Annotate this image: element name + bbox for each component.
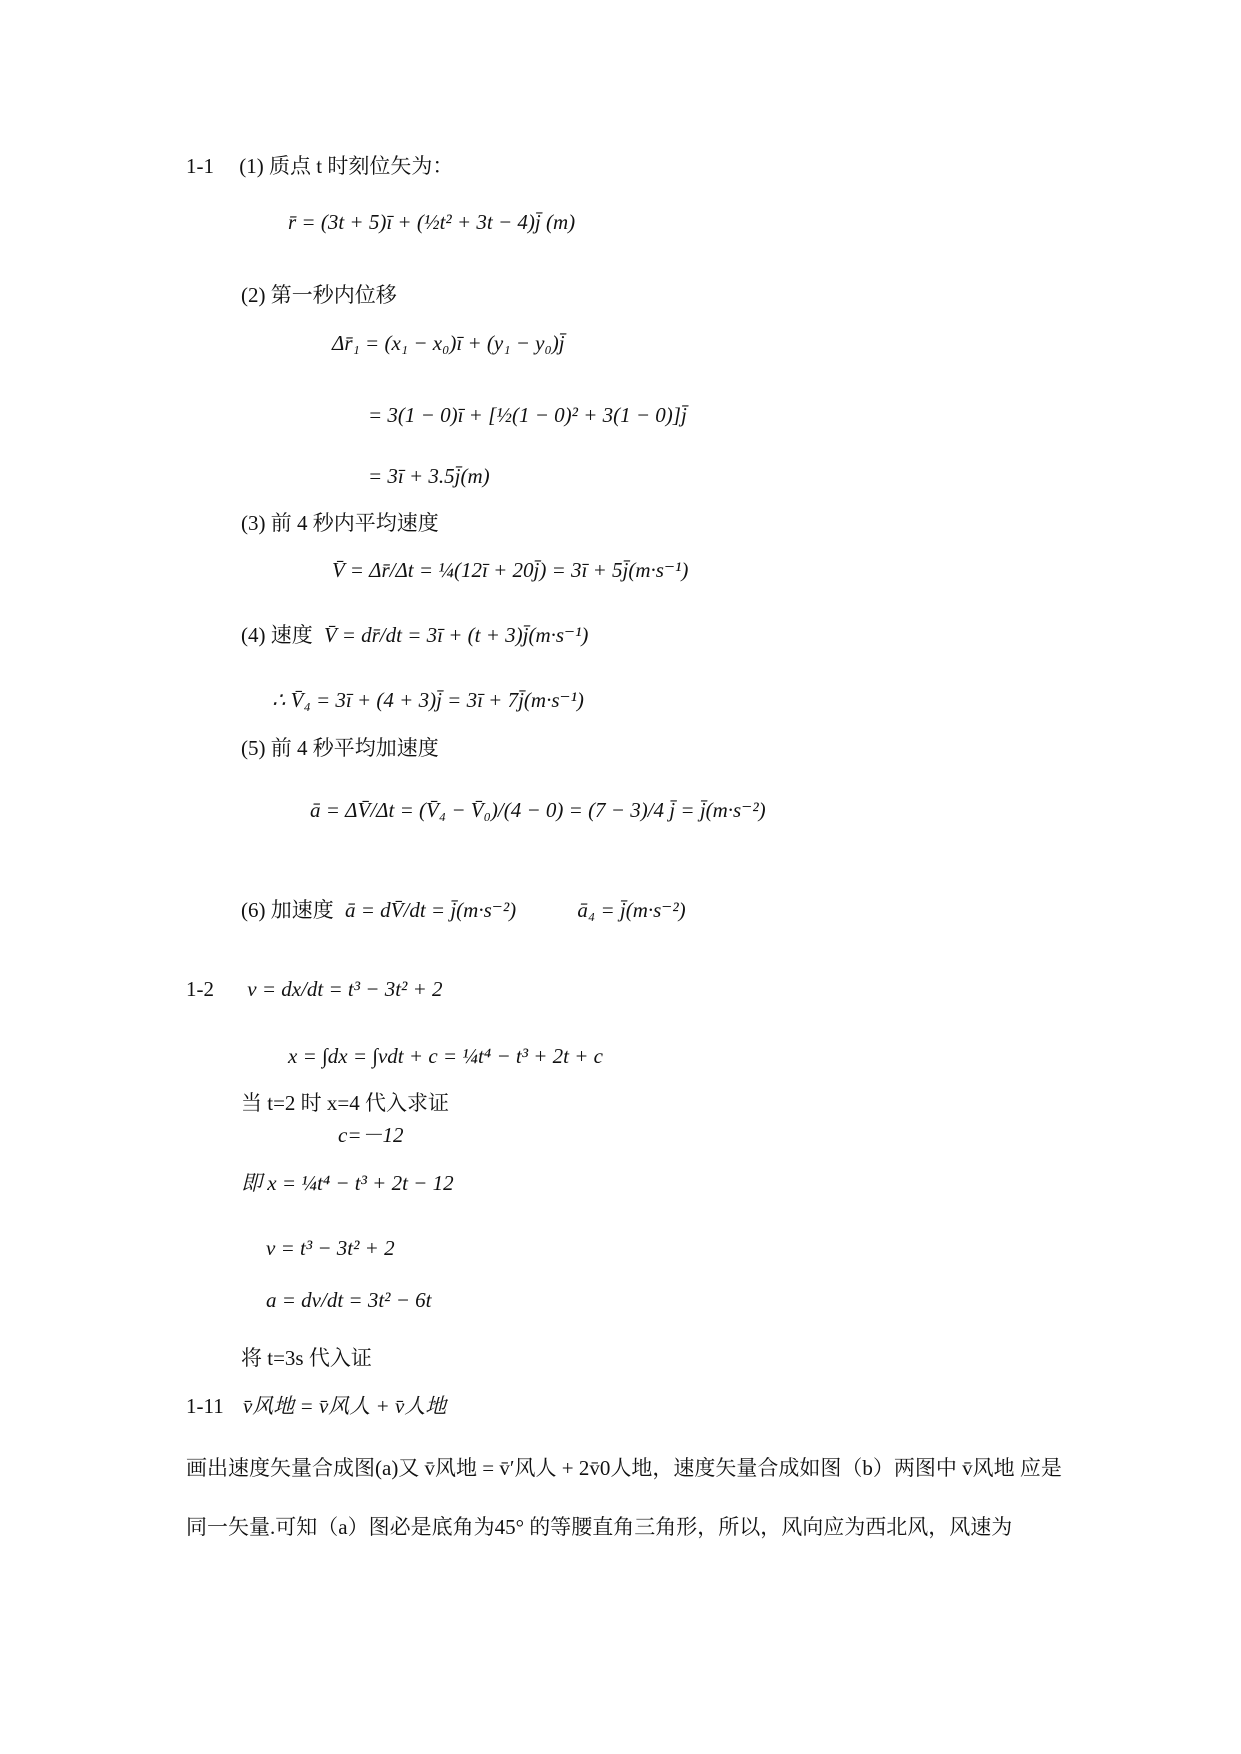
constant-value: c=－12: [338, 1123, 404, 1147]
problem-label: 1-1: [186, 154, 214, 178]
velocity-result-equation: v = t³ − 3t² + 2: [266, 1236, 395, 1260]
problem-1-2-line: [186, 979, 443, 1000]
wind-velocity-equation: v̄风地 = v̄风人 + v̄人地: [242, 1394, 447, 1418]
body-paragraph-line-2: 同一矢量.可知（a）图必是底角为45° 的等腰直角三角形，所以，风向应为西北风，风速为: [186, 1515, 1013, 1539]
displacement-equation-b: = 3(1 − 0)ī + [½(1 − 0)² + 3(1 − 0)]j̄: [368, 403, 687, 427]
part-5-title: (5) 前 4 秒平均加速度: [241, 736, 439, 760]
condition-note: 当 t=2 时 x=4 代入求证: [241, 1091, 450, 1115]
problem-label: 1-11: [186, 1394, 224, 1418]
problem-1-11-line: [186, 1396, 446, 1417]
part-4-title: (4) 速度: [241, 623, 313, 647]
problem-label: 1-2: [186, 977, 214, 1001]
body-paragraph-line-1: 画出速度矢量合成图(a)又 v̄风地 = v̄′风人 + 2v̄0人地，速度矢量合成如图（b）两图中 v̄风地 应是: [186, 1456, 1062, 1480]
part-3-title: (3) 前 4 秒内平均速度: [241, 511, 439, 535]
part-1-title: (1) 质点 t 时刻位矢为：: [239, 154, 454, 178]
velocity-line: [241, 625, 588, 646]
acceleration-line: [241, 900, 686, 921]
problem-1-1-heading: [186, 156, 453, 177]
position-vector-equation: [288, 212, 575, 233]
acceleration-result-equation: a = dv/dt = 3t² − 6t: [266, 1288, 432, 1312]
equation-text: r̄ = (3t + 5)ī + (½t² + 3t − 4)j̄ (m): [288, 210, 576, 234]
average-acceleration-equation: ā = ΔV̄/Δt = (V̄₄ − V̄₀)/(4 − 0) = (7 − 3)/4 j̄ = j̄(m·s⁻²): [310, 798, 766, 822]
verification-note: 将 t=3s 代入证: [241, 1346, 372, 1370]
acceleration-at-4s-equation: ā₄ = j̄(m·s⁻²): [577, 898, 686, 922]
velocity-at-4s-equation: ∴ V̄₄ = 3ī + (4 + 3)j̄ = 3ī + 7j̄(m·s⁻¹): [272, 688, 584, 712]
displacement-equation-a: Δr̄₁ = (x₁ − x₀)ī + (y₁ − y₀)j̄: [332, 331, 565, 355]
position-integral-equation: x = ∫dx = ∫vdt + c = ¼t⁴ − t³ + 2t + c: [288, 1044, 603, 1068]
acceleration-equation: ā = dV̄/dt = j̄(m·s⁻²): [345, 898, 517, 922]
part-6-title: (6) 加速度: [241, 898, 334, 922]
part-2-title: (2) 第一秒内位移: [241, 283, 397, 307]
displacement-equation-c: = 3ī + 3.5j̄(m): [368, 464, 490, 488]
velocity-equation: V̄ = dr̄/dt = 3ī + (t + 3)j̄(m·s⁻¹): [324, 623, 589, 647]
position-result-equation: 即 x = ¼t⁴ − t³ + 2t − 12: [241, 1171, 454, 1195]
velocity-expression: v = dx/dt = t³ − 3t² + 2: [247, 977, 443, 1001]
average-velocity-equation: V̄ = Δr̄/Δt = ¼(12ī + 20j̄) = 3ī + 5j̄(m·s⁻¹): [332, 558, 689, 582]
